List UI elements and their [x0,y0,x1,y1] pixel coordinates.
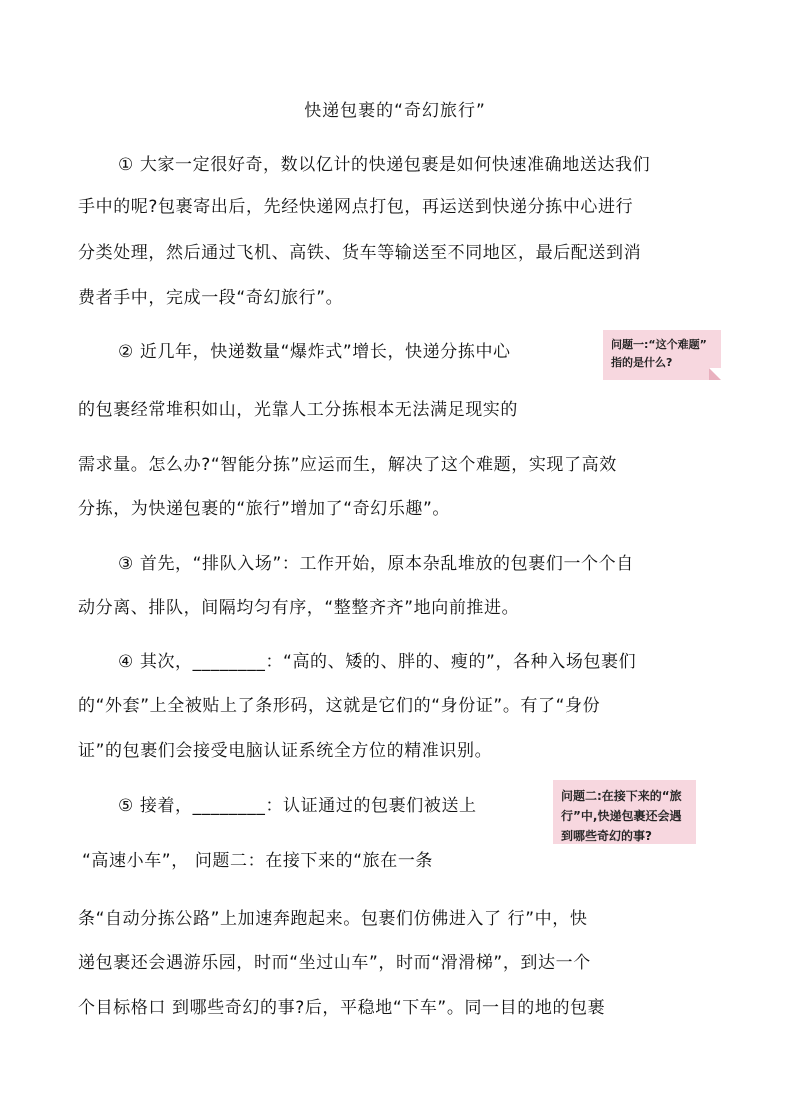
text-line: ① 大家一定很好奇，数以亿计的快递包裹是如何快速准确地送达我们 [118,155,651,175]
text-line: ④ 其次，________：“高的、矮的、胖的、瘦的”，各种入场包裹们 [118,652,637,672]
note-text: 问题一:“这个难题” [611,338,707,351]
text-line: ⑤ 接着，________：认证通过的包裹们被送上 [118,796,477,816]
note-text: 问题二:在接下来的“旅 [561,789,682,803]
text-line: 分拣，为快递包裹的“旅行”增加了“奇幻乐趣”。 [78,499,451,519]
sticky-note-question-2 [553,780,696,844]
text-line: 个目标格口 到哪些奇幻的事?后，平稳地“下车”。同一目的地的包裹 [78,998,606,1018]
text-line: 递包裹还会遇游乐园，时而“坐过山车”，时而“滑滑梯”，到达一个 [78,953,591,973]
text-line: 费者手中，完成一段“奇幻旅行”。 [78,288,344,308]
text-line: 的包裹经常堆积如山，光靠人工分拣根本无法满足现实的 [78,400,518,420]
text-line: “高速小车”， 问题二：在接下来的“旅在一条 [82,851,434,871]
document-title: 快递包裹的“奇幻旅行” [304,101,486,121]
text-line: 分类处理，然后通过飞机、高铁、货车等输送至不同地区，最后配送到消 [78,243,642,263]
text-line: 证”的包裹们会接受电脑认证系统全方位的精准识别。 [78,741,493,761]
text-line: ② 近几年，快递数量“爆炸式”增长，快递分拣中心 [118,342,511,362]
note-text: 到哪些奇幻的事? [561,829,652,843]
text-line: 的“外套”上全被贴上了条形码，这就是它们的“身份证”。有了“身份 [78,696,601,716]
sticky-note-question-1 [603,330,721,380]
text-line: ③ 首先，“排队入场”：工作开始，原本杂乱堆放的包裹们一个个自 [118,554,634,574]
text-line: 手中的呢?包裹寄出后，先经快递网点打包，再运送到快递分拣中心进行 [78,197,634,217]
text-line: 需求量。怎么办?“智能分拣”应运而生，解决了这个难题，实现了高效 [78,455,617,475]
text-line: 条“自动分拣公路”上加速奔跑起来。包裹们仿佛进入了 行”中，快 [78,909,588,929]
note-text: 行”中,快递包裹还会遇 [561,809,682,823]
note-text: 指的是什么? [611,356,673,369]
text-line: 动分离、排队，间隔均匀有序，“整整齐齐”地向前推进。 [78,598,520,618]
